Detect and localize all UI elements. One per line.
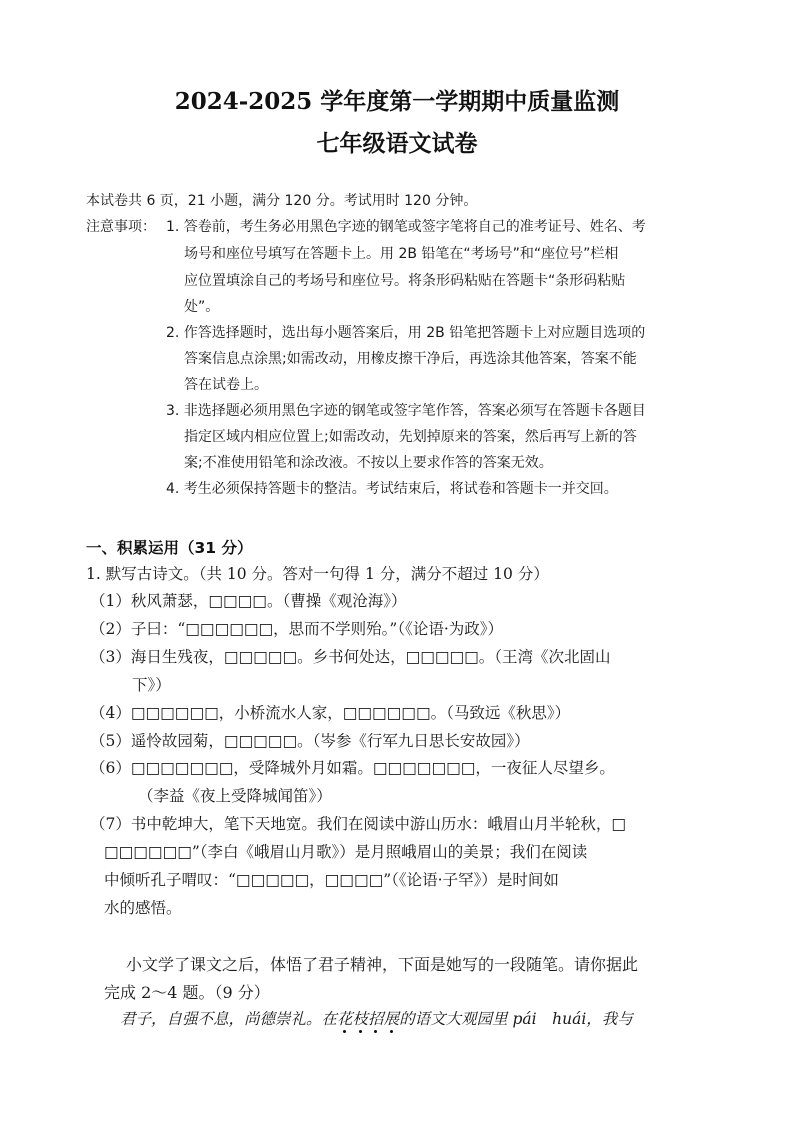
question-1-item: （4）□□□□□□，小桥流水人家，□□□□□□。（马致远《秋思》） bbox=[90, 704, 571, 722]
emphasis-char: 招 bbox=[368, 1010, 384, 1028]
emphasis-char: 展 bbox=[383, 1010, 400, 1028]
note-1-line-1: 1. 答卷前，考生务必用黑色字迹的钢笔或签字笔将自己的准考证号、姓名、考 bbox=[166, 219, 646, 235]
question-1-item: 水的感悟。 bbox=[104, 899, 182, 917]
exam-summary: 本试卷共 6 页，21 小题，满分 120 分。考试用时 120 分钟。 bbox=[86, 193, 478, 209]
exam-title: 2024-2025 学年度第一学期期中质量监测 bbox=[174, 88, 620, 115]
question-1-item: （1）秋风萧瑟，□□□□。（曹操《观沧海》） bbox=[90, 592, 407, 610]
question-1-item: 中倾听孔子喟叹：“□□□□□，□□□□”（《论语·子罕》）是时间如 bbox=[104, 871, 559, 889]
question-1-item: 下》） bbox=[132, 676, 171, 694]
note-3-line-1: 3. 非选择题必须用黑色字迹的钢笔或签字笔作答，答案必须写在答题卡各题目 bbox=[166, 403, 646, 419]
passage-intro-line-1: 小文学了课文之后，体悟了君子精神，下面是她写的一段随笔。请你据此 bbox=[126, 955, 639, 974]
note-4-line-1: 4. 考生必须保持答题卡的整洁。考试结束后，将试卷和答题卡一并交回。 bbox=[166, 481, 618, 497]
emphasis-char: 花 bbox=[337, 1010, 353, 1028]
note-3-line-2: 指定区域内相应位置上;如需改动，先划掉原来的答案，然后再写上新的答 bbox=[184, 429, 637, 445]
note-1-line-2: 场号和座位号填写在答题卡上。用 2B 铅笔在“考场号”和“座位号”栏相 bbox=[184, 246, 619, 262]
passage-line-1 bbox=[120, 1012, 633, 1028]
note-2-line-2: 答案信息点涂黑;如需改动，用橡皮擦干净后，再选涂其他答案，答案不能 bbox=[184, 351, 637, 367]
question-1-item: （6）□□□□□□□，受降城外月如霜。□□□□□□□，一夜征人尽望乡。 bbox=[90, 759, 615, 777]
section-heading: 一、积累运用（31 分） bbox=[86, 539, 253, 557]
dotted-word bbox=[337, 1010, 399, 1028]
notes-label: 注意事项： bbox=[86, 219, 156, 235]
passage-intro-line-2: 完成 2～4 题。（9 分） bbox=[104, 983, 270, 1002]
emphasis-char: 枝 bbox=[352, 1010, 369, 1028]
passage-text: 的语文大观园里 pái huái，我与 bbox=[399, 1010, 633, 1028]
note-3-line-3: 案;不准使用铅笔和涂改液。不按以上要求作答的答案无效。 bbox=[184, 455, 553, 471]
question-1-item: （2）子曰：“□□□□□□，思而不学则殆。”（《论语·为政》） bbox=[90, 620, 504, 638]
question-1-item: （3）海日生残夜，□□□□□。乡书何处达，□□□□□。（王湾《次北固山 bbox=[90, 648, 611, 666]
question-1-item: （7）书中乾坤大，笔下天地宽。我们在阅读中游山历水：峨眉山月半轮秋，□ bbox=[90, 815, 627, 833]
note-1-line-4: 处”。 bbox=[184, 299, 220, 315]
question-1-item: □□□□□□”（李白《峨眉山月歌》）是月照峨眉山的美景；我们在阅读 bbox=[104, 843, 588, 861]
exam-subtitle: 七年级语文试卷 bbox=[316, 130, 478, 157]
passage-text: 君子，自强不息，尚德崇礼。在 bbox=[120, 1010, 338, 1028]
note-2-line-3: 答在试卷上。 bbox=[184, 377, 268, 393]
note-1-line-3: 应位置填涂自己的考场号和座位号。将条形码粘贴在答题卡“条形码粘贴 bbox=[184, 273, 626, 289]
question-1-item: （李益《夜上受降城闻笛》） bbox=[138, 787, 332, 805]
note-2-line-1: 2. 作答选择题时，选出每小题答案后，用 2B 铅笔把答题卡上对应题目选项的 bbox=[166, 325, 646, 341]
question-1-stem: 1. 默写古诗文。（共 10 分。答对一句得 1 分，满分不超过 10 分） bbox=[86, 565, 549, 583]
question-1-item: （5）遥怜故园菊，□□□□□。（岑参《行军九日思长安故园》） bbox=[90, 732, 530, 750]
